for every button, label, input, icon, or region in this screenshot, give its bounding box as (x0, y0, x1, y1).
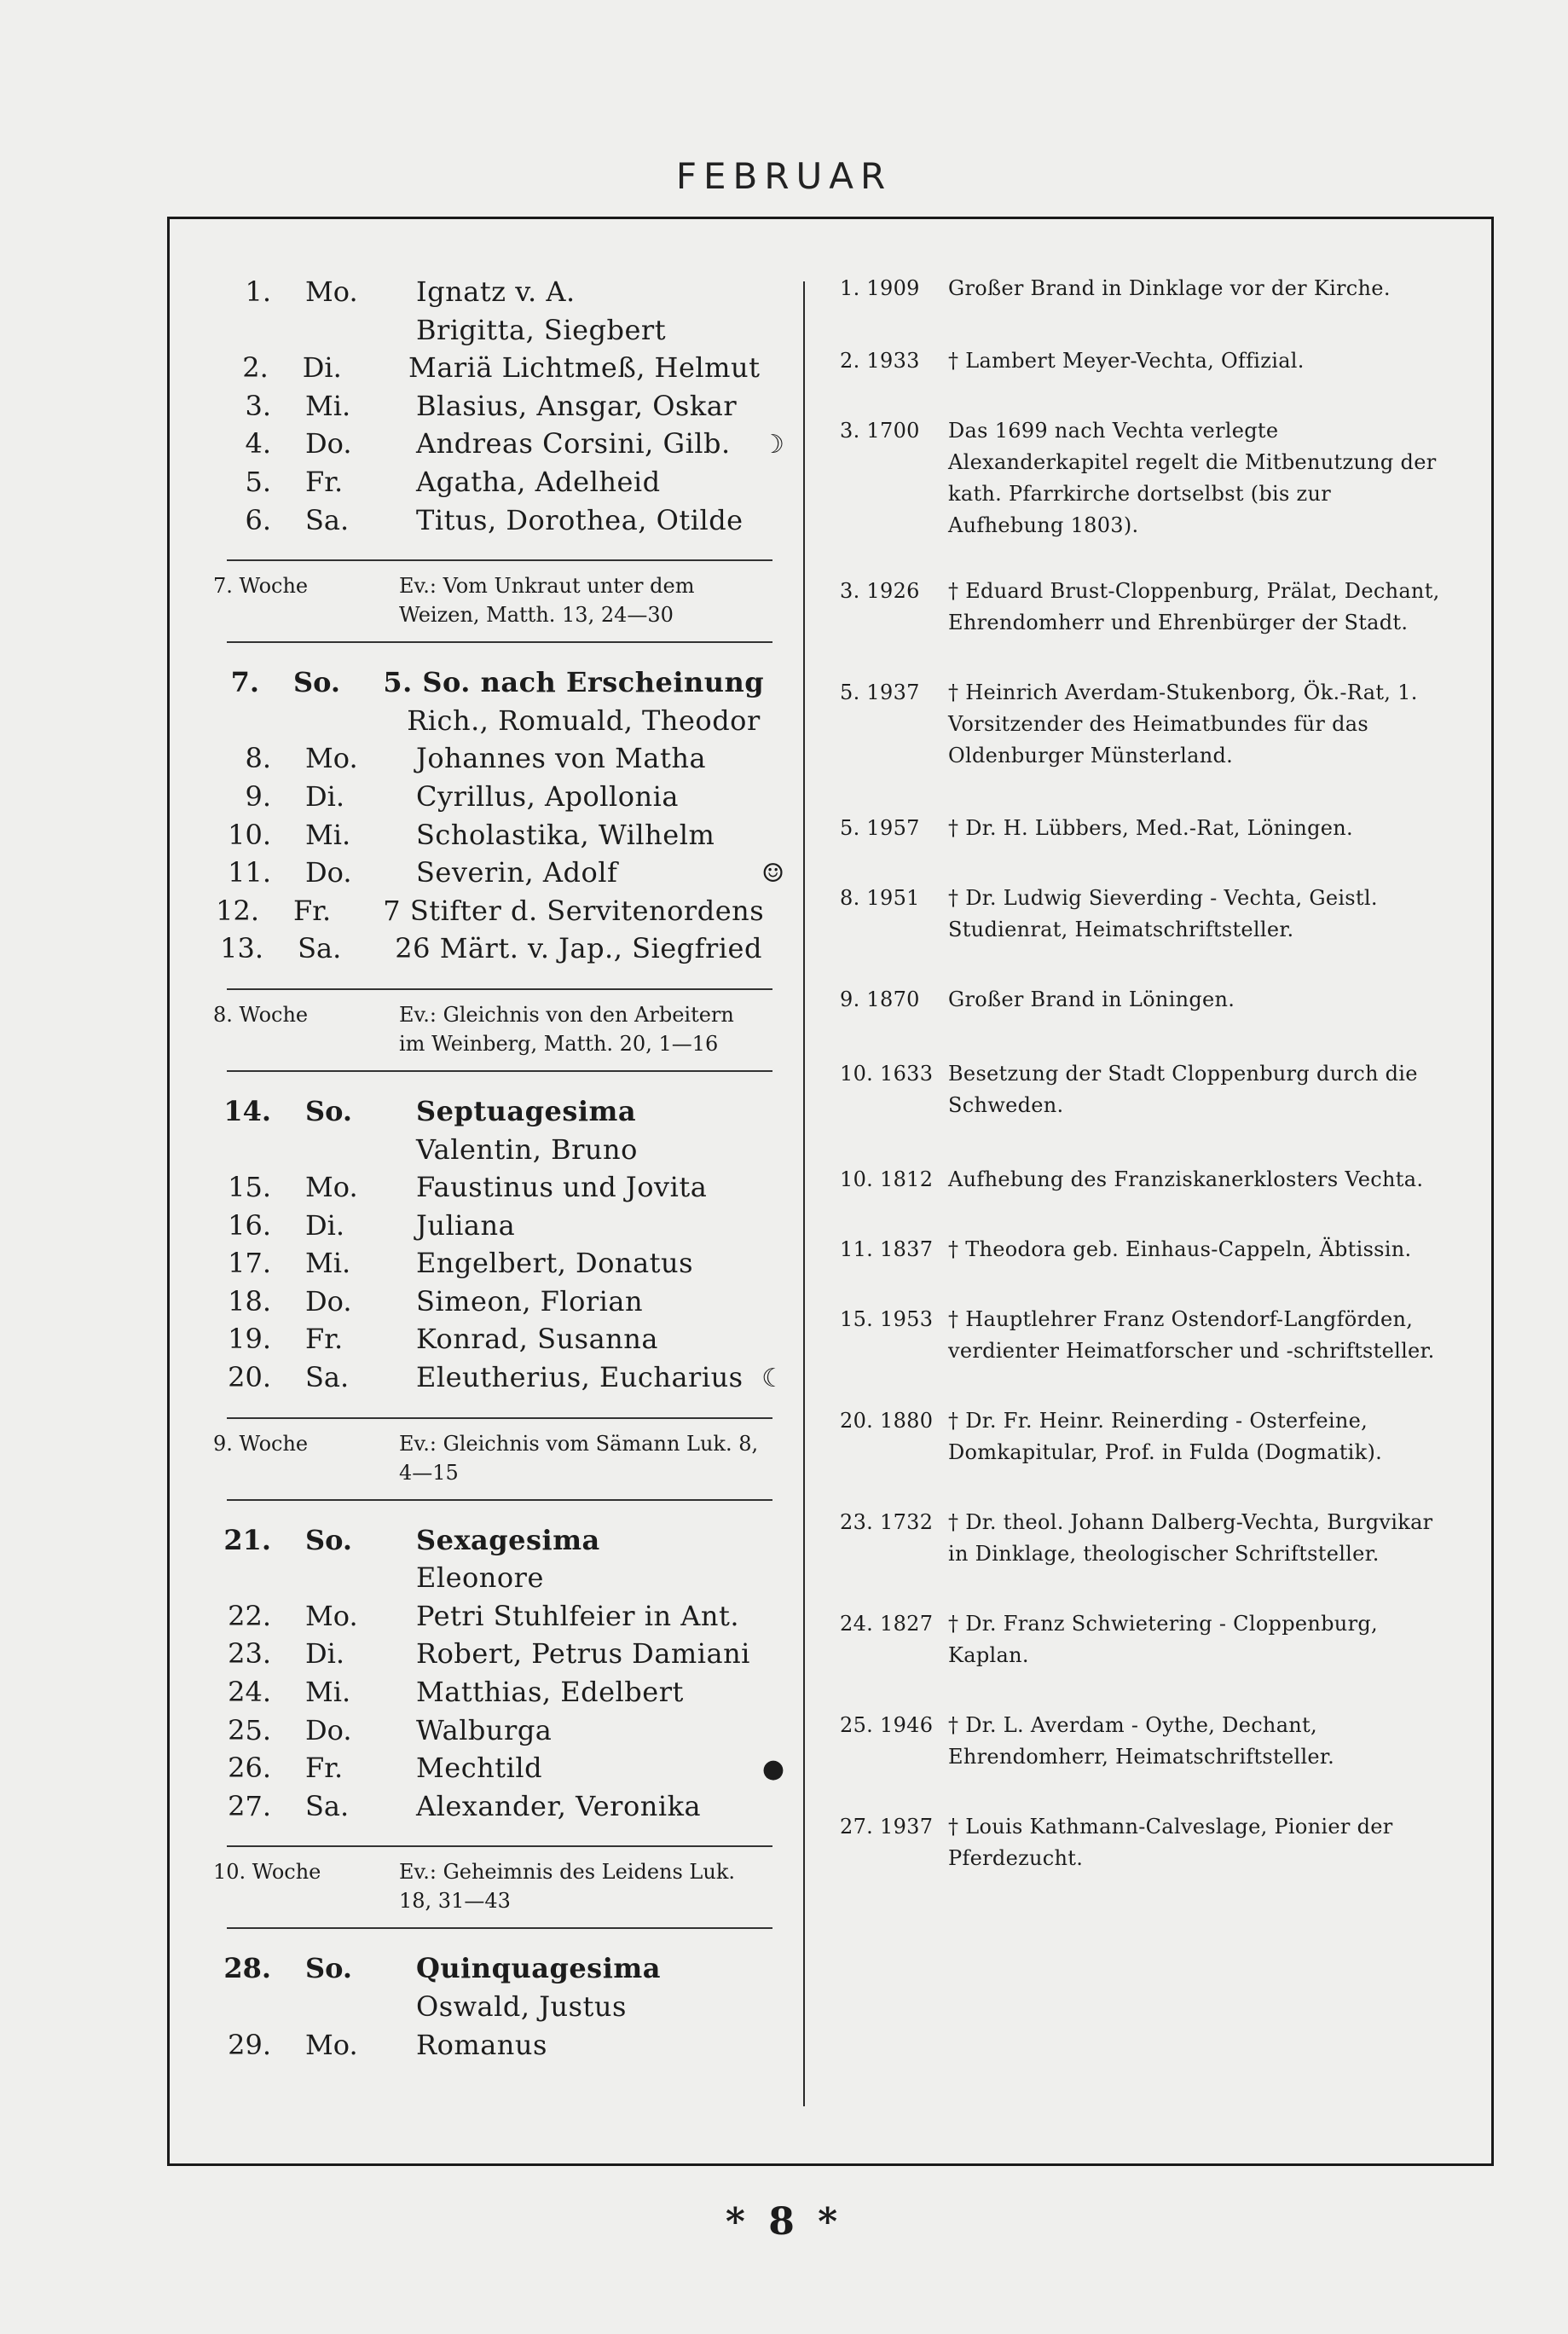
day-weekday: Mi. (305, 818, 351, 851)
event-text: † Louis Kathmann-Calveslage, Pionier der Pferdezucht. (948, 1815, 1393, 1870)
day-weekday: Mi. (305, 389, 351, 422)
event-text: † Eduard Brust-Cloppenburg, Prälat, Dechant, Ehrendomherr und Ehrenbürger der Stadt. (948, 579, 1440, 634)
week-label: 10. Woche (213, 1860, 321, 1885)
week-divider (227, 559, 772, 561)
day-weekday: Do. (305, 1284, 352, 1318)
day-number: 27. (228, 1789, 271, 1822)
day-saints: Agatha, Adelheid (416, 465, 661, 498)
week-gospel-text: Ev.: Gleichnis vom Sämann Luk. 8, 4—15 (399, 1431, 759, 1485)
event-date: 27. 1937 (840, 1815, 934, 1839)
day-row (213, 463, 784, 501)
event-entry (840, 576, 1449, 639)
event-text: † Dr. H. Lübbers, Med.-Rat, Löningen. (948, 816, 1353, 840)
day-row (213, 854, 784, 892)
day-saints: 5. So. nach Erscheinung (383, 666, 765, 699)
week-gospel (213, 1857, 784, 1915)
event-text: † Dr. theol. Johann Dalberg-Vechta, Burgvikar in Dinklage, theologischer Schriftsteller. (948, 1510, 1433, 1566)
day-number: 28. (223, 1952, 271, 1985)
event-date: 25. 1946 (840, 1713, 934, 1737)
events-column (840, 273, 1449, 1874)
day-row (213, 349, 784, 387)
day-number: 3. (245, 389, 271, 422)
day-number: 14. (223, 1094, 271, 1127)
day-saints: Oswald, Justus (416, 1990, 627, 2023)
day-number: 19. (228, 1323, 271, 1356)
day-row (213, 1988, 784, 2026)
page-title: FEBRUAR (675, 155, 893, 197)
day-row (213, 1711, 784, 1750)
day-number: 29. (228, 2028, 271, 2061)
day-saints: Titus, Dorothea, Otilde (416, 503, 743, 536)
day-row (213, 1521, 784, 1560)
day-row (213, 1673, 784, 1711)
day-row (213, 663, 784, 702)
day-row (213, 1092, 784, 1131)
day-saints: Engelbert, Donatus (416, 1247, 694, 1280)
day-number: 8. (245, 742, 271, 775)
day-weekday: Fr. (293, 894, 332, 927)
day-saints: 7 Stifter d. Servitenordens (383, 894, 765, 927)
day-row (213, 2026, 784, 2065)
column-divider (803, 281, 805, 2106)
day-row (213, 1559, 784, 1597)
day-row (213, 1244, 784, 1283)
day-saints: Eleonore (416, 1561, 544, 1595)
moon-phase-icon: ● (761, 1754, 784, 1785)
event-date: 5. 1937 (840, 681, 920, 704)
day-block (213, 1949, 784, 2064)
day-row (213, 778, 784, 816)
day-saints: Sexagesima (416, 1523, 600, 1556)
event-entry (840, 984, 1449, 1016)
day-block (213, 273, 784, 643)
day-saints: Ignatz v. A. (416, 275, 576, 308)
day-row (213, 930, 784, 968)
day-saints: Konrad, Susanna (416, 1323, 658, 1356)
event-entry (840, 1164, 1449, 1196)
day-saints: 26 Märt. v. Jap., Siegfried (395, 932, 762, 965)
day-weekday: Sa. (305, 503, 350, 536)
day-saints: Rich., Romuald, Theodor (407, 704, 761, 737)
day-row (213, 1207, 784, 1245)
day-weekday: Mo. (305, 1599, 358, 1632)
event-date: 5. 1957 (840, 816, 920, 840)
day-weekday: Mo. (305, 1171, 358, 1204)
day-weekday: Di. (305, 779, 345, 813)
day-row (213, 1787, 784, 1826)
day-weekday: Di. (305, 1208, 345, 1242)
day-row (213, 739, 784, 778)
event-date: 2. 1933 (840, 349, 920, 373)
week-label: 8. Woche (213, 1002, 309, 1027)
day-number: 26. (228, 1752, 271, 1785)
day-weekday: Fr. (305, 1323, 344, 1356)
event-entry (840, 273, 1449, 304)
day-row (213, 1597, 784, 1636)
week-gospel-text: Ev.: Vom Unkraut unter dem Weizen, Matth. 13, 24—30 (399, 574, 695, 628)
day-saints: Andreas Corsini, Gilb. (416, 427, 731, 460)
week-divider (227, 1070, 772, 1072)
event-date: 10. 1812 (840, 1167, 934, 1191)
week-divider (227, 1927, 772, 1929)
day-number: 6. (245, 503, 271, 536)
day-number: 10. (228, 818, 271, 851)
event-entry (840, 1710, 1449, 1773)
week-gospel-text: Ev.: Geheimnis des Leidens Luk. 18, 31—43 (399, 1860, 735, 1914)
week-label: 9. Woche (213, 1431, 309, 1456)
event-entry (840, 345, 1449, 377)
event-date: 10. 1633 (840, 1062, 934, 1086)
day-weekday: Di. (305, 1637, 345, 1671)
day-number: 17. (228, 1247, 271, 1280)
event-date: 3. 1926 (840, 579, 920, 603)
event-date: 24. 1827 (840, 1612, 934, 1636)
day-saints: Septuagesima (416, 1094, 637, 1127)
day-number: 1. (245, 275, 271, 308)
day-row (213, 1283, 784, 1321)
event-date: 1. 1909 (840, 276, 920, 300)
moon-phase-icon: ☺ (761, 859, 784, 889)
day-number: 18. (228, 1284, 271, 1318)
day-weekday: So. (305, 1952, 353, 1985)
day-saints: Matthias, Edelbert (416, 1676, 684, 1709)
event-entry (840, 1405, 1449, 1468)
event-text: Besetzung der Stadt Cloppenburg durch die Schweden. (948, 1062, 1418, 1117)
day-weekday: Mi. (305, 1676, 351, 1709)
event-text: Aufhebung des Franziskanerklosters Vechta. (948, 1167, 1424, 1191)
day-number: 4. (245, 427, 271, 460)
event-text: † Heinrich Averdam-Stukenborg, Ök.-Rat, 1. Vorsitzender des Heimatbundes für das Oldenburger Münsterland. (948, 681, 1418, 767)
week-gospel (213, 1000, 784, 1058)
day-weekday: Do. (305, 1713, 352, 1746)
moon-phase-icon: ☽ (761, 430, 784, 460)
week-gospel-text: Ev.: Gleichnis von den Arbeitern im Weinberg, Matth. 20, 1—16 (399, 1002, 734, 1056)
event-text: Das 1699 nach Vechta verlegte Alexanderkapitel regelt die Mitbenutzung der kath. Pfarrkirche dortselbst (bis zur Aufhebung 1803). (948, 419, 1437, 537)
event-text: † Dr. Ludwig Sieverding - Vechta, Geistl. Studienrat, Heimatschriftsteller. (948, 886, 1378, 941)
day-weekday: So. (305, 1094, 353, 1127)
day-weekday: Sa. (305, 1789, 350, 1822)
day-saints: Cyrillus, Apollonia (416, 779, 679, 813)
event-text: † Theodora geb. Einhaus-Cappeln, Äbtissin. (948, 1237, 1412, 1261)
event-entry (840, 1608, 1449, 1671)
day-number: 23. (228, 1637, 271, 1671)
day-number: 24. (228, 1676, 271, 1709)
day-block (213, 663, 784, 1072)
day-number: 20. (228, 1361, 271, 1394)
event-date: 9. 1870 (840, 987, 920, 1011)
day-weekday: So. (305, 1523, 353, 1556)
day-saints: Blasius, Ansgar, Oskar (416, 389, 738, 422)
day-saints: Brigitta, Siegbert (416, 313, 667, 346)
day-saints: Romanus (416, 2028, 547, 2061)
day-number: 13. (220, 932, 264, 965)
event-date: 15. 1953 (840, 1307, 934, 1331)
day-weekday: Mo. (305, 275, 358, 308)
event-entry (840, 813, 1449, 844)
day-saints: Quinquagesima (416, 1952, 661, 1985)
event-text: Großer Brand in Löningen. (948, 987, 1235, 1011)
day-weekday: So. (293, 666, 341, 699)
day-number: 22. (228, 1599, 271, 1632)
week-divider (227, 1499, 772, 1501)
day-row (213, 1320, 784, 1358)
day-row (213, 501, 784, 540)
event-date: 11. 1837 (840, 1237, 934, 1261)
day-number: 12. (216, 894, 259, 927)
days-column (213, 273, 784, 2064)
day-row (213, 387, 784, 426)
day-row (213, 1635, 784, 1673)
day-number: 16. (228, 1208, 271, 1242)
day-weekday: Sa. (305, 1361, 350, 1394)
week-divider (227, 641, 772, 643)
day-weekday: Fr. (305, 1752, 344, 1785)
event-text: † Dr. Franz Schwietering - Cloppenburg, Kaplan. (948, 1612, 1378, 1667)
event-entry (840, 1811, 1449, 1874)
day-number: 5. (245, 465, 271, 498)
day-weekday: Mi. (305, 1247, 351, 1280)
day-weekday: Do. (305, 427, 352, 460)
day-row (213, 1358, 784, 1397)
event-entry (840, 1058, 1449, 1121)
day-row (213, 892, 784, 930)
event-text: † Hauptlehrer Franz Ostendorf-Langförden, verdienter Heimatforscher und -schriftsteller. (948, 1307, 1435, 1363)
moon-phase-icon: ☾ (761, 1364, 784, 1394)
day-weekday: Do. (305, 856, 352, 889)
week-divider (227, 1845, 772, 1847)
event-entry (840, 415, 1449, 542)
week-divider (227, 1417, 772, 1419)
day-row (213, 1131, 784, 1169)
day-saints: Mariä Lichtmeß, Helmut (408, 351, 761, 385)
day-row (213, 1168, 784, 1207)
event-date: 20. 1880 (840, 1409, 934, 1433)
event-text: † Dr. L. Averdam - Oythe, Dechant, Ehrendomherr, Heimatschriftsteller. (948, 1713, 1334, 1769)
day-number: 21. (223, 1523, 271, 1556)
day-weekday: Mo. (305, 2028, 358, 2061)
week-label: 7. Woche (213, 574, 309, 599)
day-saints: Mechtild (416, 1752, 543, 1785)
day-row (213, 1949, 784, 1988)
event-entry (840, 1304, 1449, 1367)
day-weekday: Fr. (305, 465, 344, 498)
day-saints: Walburga (416, 1713, 553, 1746)
day-number: 15. (228, 1171, 271, 1204)
day-number: 25. (228, 1713, 271, 1746)
event-text: Großer Brand in Dinklage vor der Kirche. (948, 276, 1391, 300)
day-weekday: Sa. (298, 932, 342, 965)
day-saints: Valentin, Bruno (416, 1132, 638, 1166)
day-row (213, 1749, 784, 1787)
day-saints: Faustinus und Jovita (416, 1171, 708, 1204)
event-date: 3. 1700 (840, 419, 920, 443)
day-saints: Juliana (416, 1208, 516, 1242)
day-saints: Johannes von Matha (416, 742, 707, 775)
day-row (213, 273, 784, 311)
day-block (213, 1092, 784, 1501)
day-weekday: Di. (302, 351, 342, 385)
event-entry (840, 1234, 1449, 1265)
day-number: 2. (242, 351, 269, 385)
week-gospel (213, 1429, 784, 1487)
event-text: † Dr. Fr. Heinr. Reinerding - Osterfeine, Domkapitular, Prof. in Fulda (Dogmatik). (948, 1409, 1383, 1464)
day-block (213, 1521, 784, 1930)
event-text: † Lambert Meyer-Vechta, Offizial. (948, 349, 1305, 373)
day-row (213, 311, 784, 350)
day-saints: Scholastika, Wilhelm (416, 818, 715, 851)
event-date: 23. 1732 (840, 1510, 934, 1534)
day-number: 9. (245, 779, 271, 813)
day-weekday: Mo. (305, 742, 358, 775)
day-saints: Severin, Adolf (416, 856, 618, 889)
week-gospel (213, 571, 784, 629)
day-saints: Eleutherius, Eucharius (416, 1361, 743, 1394)
event-entry (840, 883, 1449, 946)
day-row (213, 816, 784, 854)
day-row (213, 425, 784, 463)
day-number: 11. (228, 856, 271, 889)
week-divider (227, 988, 772, 990)
day-saints: Robert, Petrus Damiani (416, 1637, 750, 1671)
day-saints: Simeon, Florian (416, 1284, 644, 1318)
event-date: 8. 1951 (840, 886, 920, 910)
day-number: 7. (230, 666, 260, 699)
event-entry (840, 677, 1449, 772)
day-saints: Petri Stuhlfeier in Ant. (416, 1599, 740, 1632)
page-number: * 8 * (725, 2200, 843, 2244)
day-row (213, 702, 784, 740)
event-entry (840, 1507, 1449, 1570)
day-saints: Alexander, Veronika (416, 1789, 702, 1822)
